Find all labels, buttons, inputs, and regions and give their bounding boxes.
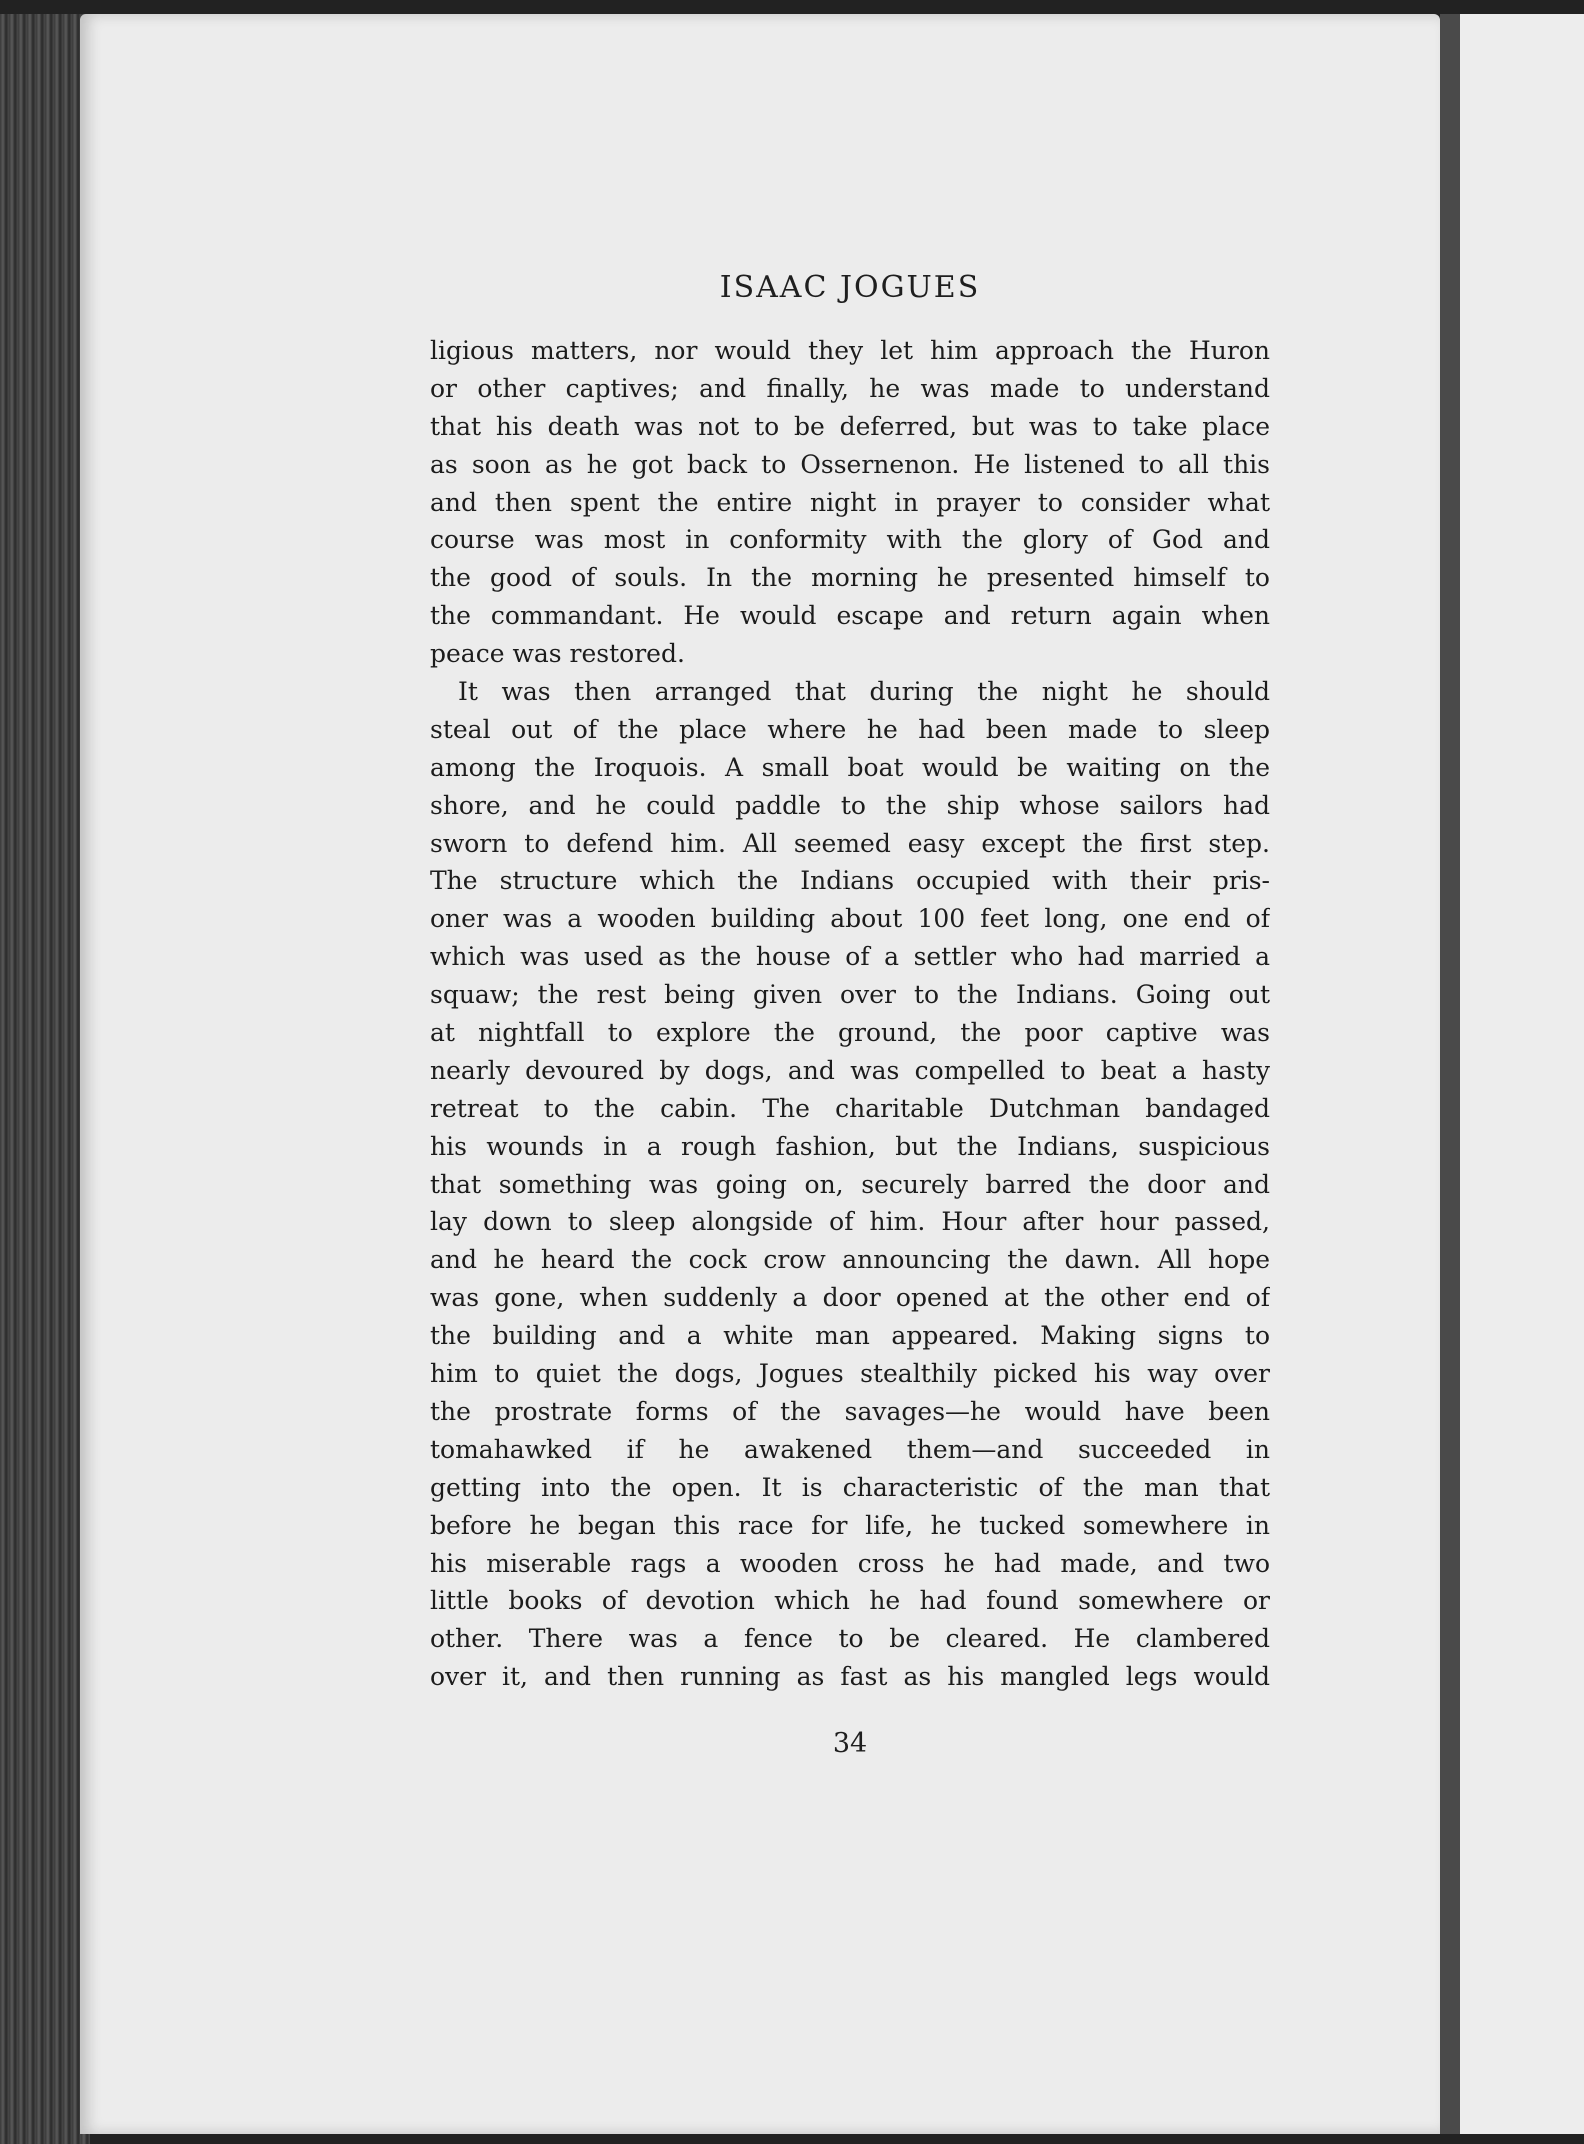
text-line: oner was a wooden building about 100 feet long, one end of [430,904,1270,934]
book-page-edges [0,14,90,2144]
book-gutter-shadow [1440,14,1460,2134]
text-line: tomahawked if he awakened them—and succeeded in [430,1434,1270,1464]
facing-page-edge [1460,14,1584,2134]
text-line: him to quiet the dogs, Jogues stealthily picked his way over [430,1359,1270,1389]
text-line: his miserable rags a wooden cross he had made, and two [430,1548,1270,1578]
page-number: 34 [832,1728,868,1759]
text-line: lay down to sleep alongside of him. Hour after hour passed, [430,1207,1270,1237]
text-line: his wounds in a rough fashion, but the Indians, suspicious [430,1131,1270,1161]
text-line: retreat to the cabin. The charitable Dutchman bandaged [430,1093,1270,1123]
running-head: ISAAC JOGUES [719,270,981,305]
text-line: the prostrate forms of the savages—he would have been [430,1396,1270,1426]
text-line: nearly devoured by dogs, and was compelled to beat a hasty [430,1055,1270,1085]
text-line: and then spent the entire night in prayer to consider what [430,487,1270,517]
text-line: course was most in conformity with the glory of God and [430,525,1270,555]
text-line: was gone, when suddenly a door opened at the other end of [430,1283,1270,1313]
text-line: that his death was not to be deferred, but was to take place [430,411,1270,441]
text-line: getting into the open. It is characteristic of the man that [430,1472,1270,1502]
text-line: peace was restored. [430,639,685,669]
text-line: The structure which the Indians occupied with their pris- [430,866,1270,896]
text-line: sworn to defend him. All seemed easy except the first step. [430,828,1270,858]
text-line: ligious matters, nor would they let him approach the Huron [430,336,1270,365]
text-line: or other captives; and finally, he was made to understand [430,373,1270,403]
text-line: that something was going on, securely barred the door and [430,1169,1270,1199]
text-line: the building and a white man appeared. Making signs to [430,1321,1270,1351]
text-line: It was then arranged that during the night he should [458,677,1270,707]
text-line: other. There was a fence to be cleared. He clambered [430,1624,1270,1654]
body-text [430,332,1270,1696]
text-line: shore, and he could paddle to the ship whose sailors had [430,790,1270,820]
text-line: and he heard the cock crow announcing the dawn. All hope [430,1245,1270,1275]
text-line: steal out of the place where he had been made to sleep [430,714,1270,744]
text-line: little books of devotion which he had found somewhere or [430,1586,1270,1616]
text-line: the good of souls. In the morning he presented himself to [430,563,1270,593]
text-line: over it, and then running as fast as his mangled legs would [430,1662,1270,1692]
text-line: at nightfall to explore the ground, the poor captive was [430,1018,1270,1048]
text-line: as soon as he got back to Ossernenon. He listened to all this [430,449,1270,479]
text-line: among the Iroquois. A small boat would be waiting on the [430,752,1270,782]
text-line: before he began this race for life, he tucked somewhere in [430,1510,1270,1540]
text-line: which was used as the house of a settler who had married a [430,942,1270,972]
text-line: the commandant. He would escape and return again when [430,601,1270,631]
text-line: squaw; the rest being given over to the Indians. Going out [430,980,1270,1010]
